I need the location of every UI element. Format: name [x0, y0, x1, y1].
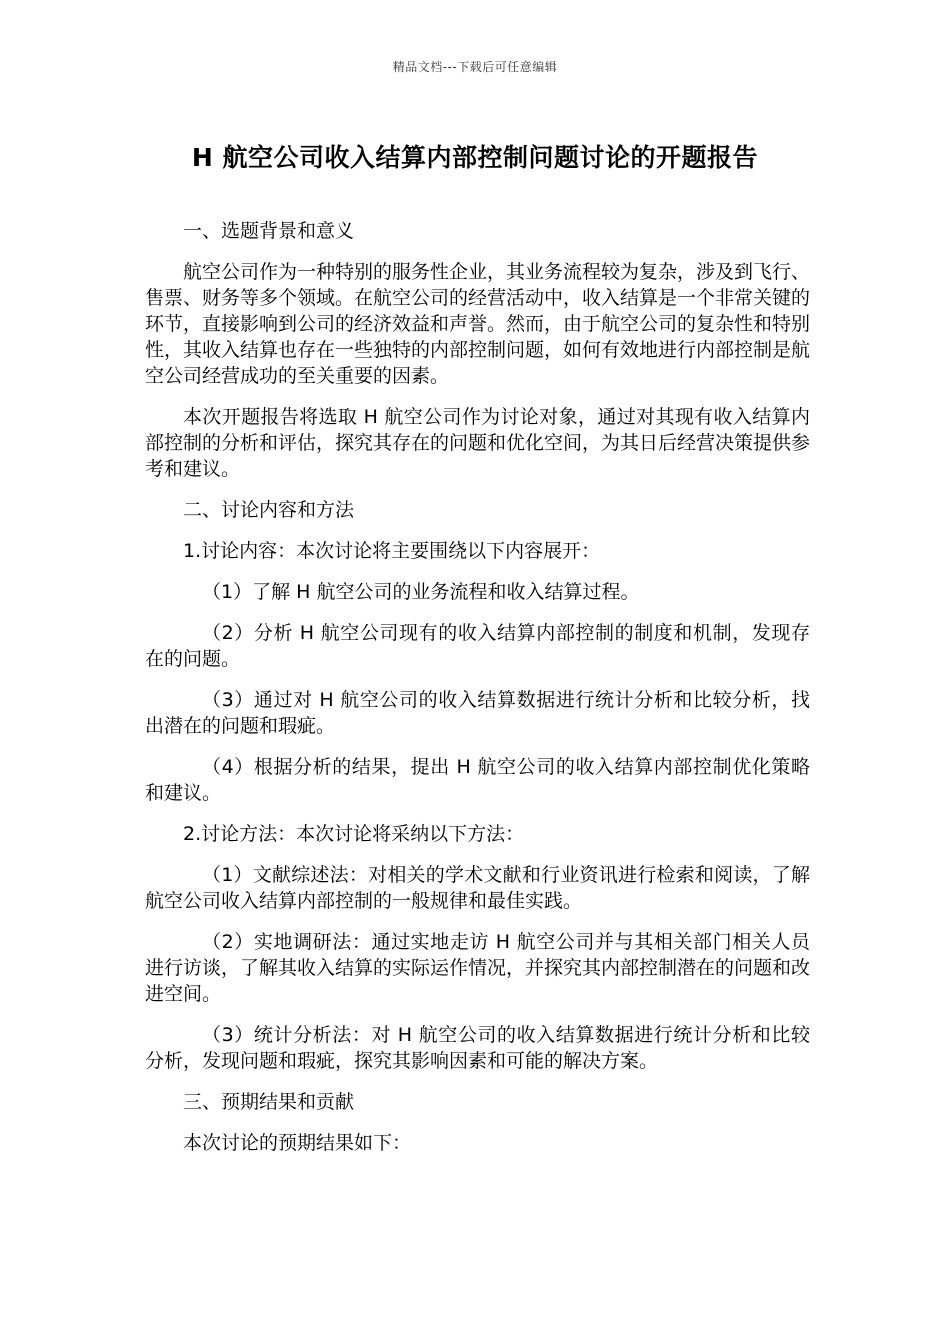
- method-item-3: （3）统计分析法：对 H 航空公司的收入结算数据进行统计分析和比较分析，发现问题和瑕疵，探究其影响因素和可能的解决方案。: [145, 1024, 810, 1072]
- section-heading-content-methods: 二、讨论内容和方法: [183, 499, 355, 521]
- content-item-4: （4）根据分析的结果，提出 H 航空公司的收入结算内部控制优化策略和建议。: [145, 756, 810, 804]
- section-heading-background: 一、选题背景和意义: [183, 220, 355, 242]
- document-body: [145, 218, 810, 1171]
- page-header: 精品文档---下载后可任意编辑: [392, 60, 558, 74]
- method-item-2: （2）实地调研法：通过实地走访 H 航空公司并与其相关部门相关人员进行访谈，了解其收入结算的实际运作情况，并探究其内部控制潜在的问题和改进空间。: [145, 931, 811, 1005]
- content-item-1: （1）了解 H 航空公司的业务流程和收入结算过程。: [202, 581, 640, 603]
- paragraph-purpose: 本次开题报告将选取 H 航空公司作为讨论对象，通过对其现有收入结算内部控制的分析和评估，探究其存在的问题和优化空间，为其日后经营决策提供参考和建议。: [145, 406, 811, 480]
- paragraph-results-intro: 本次讨论的预期结果如下：: [183, 1132, 412, 1154]
- subheading-content: 1.讨论内容：本次讨论将主要围绕以下内容展开：: [183, 540, 601, 562]
- method-item-1: （1）文献综述法：对相关的学术文献和行业资讯进行检索和阅读，了解航空公司收入结算内部控制的一般规律和最佳实践。: [145, 864, 810, 912]
- section-heading-results: 三、预期结果和贡献: [183, 1091, 355, 1113]
- paragraph-background: 航空公司作为一种特别的服务性企业，其业务流程较为复杂，涉及到飞行、售票、财务等多个领域。在航空公司的经营活动中，收入结算是一个非常关键的环节，直接影响到公司的经济效益和声誉。然而，由于航空公司的复杂性和特别性，其收入结算也存在一些独特的内部控制问题，如何有效地进行内部控制是航空公司经营成功的至关重要的因素。: [145, 261, 811, 387]
- content-item-3: （3）通过对 H 航空公司的收入结算数据进行统计分析和比较分析，找出潜在的问题和瑕疵。: [145, 689, 810, 737]
- document-title: H 航空公司收入结算内部控制问题讨论的开题报告: [191, 143, 759, 172]
- subheading-methods: 2.讨论方法：本次讨论将采纳以下方法：: [183, 823, 525, 845]
- content-item-2: （2）分析 H 航空公司现有的收入结算内部控制的制度和机制，发现存在的问题。: [145, 622, 810, 670]
